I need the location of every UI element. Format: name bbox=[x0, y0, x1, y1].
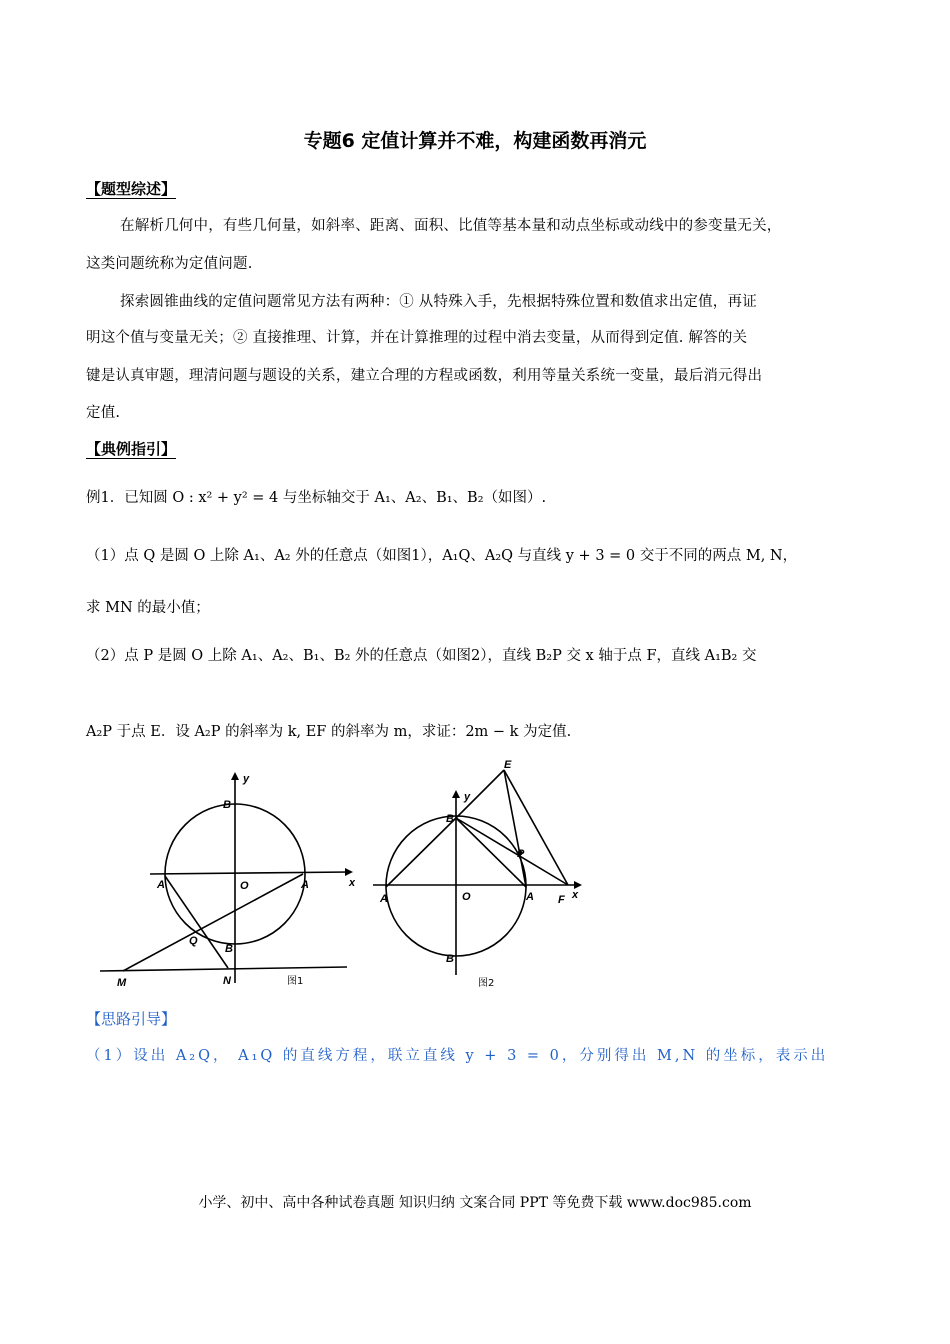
line-e-f bbox=[504, 770, 568, 885]
segment-m-a2 bbox=[123, 874, 303, 971]
label-a: A bbox=[380, 893, 388, 905]
label-x: x bbox=[572, 889, 579, 901]
label-o: O bbox=[240, 880, 249, 892]
question-1-line: 求 MN 的最小值； bbox=[86, 600, 210, 616]
label-b2: B bbox=[446, 813, 454, 825]
line-a-b bbox=[386, 818, 456, 887]
question-2-line: A₂P 于点 E．设 A₂P 的斜率为 k, EF 的斜率为 m，求证：2m − k 为定值. bbox=[86, 724, 572, 740]
page-title: 专题6 定值计算并不难，构建函数再消元 bbox=[303, 130, 647, 152]
paragraph-line: 在解析几何中，有些几何量，如斜率、距离、面积、比值等基本量和动点坐标或动线中的参变量无关， bbox=[120, 218, 782, 234]
label-b1: B bbox=[225, 943, 233, 955]
paragraph-line: 这类问题统称为定值问题. bbox=[86, 256, 253, 272]
label-b1: B bbox=[446, 953, 454, 965]
label-e: E bbox=[504, 759, 512, 771]
paragraph-line: 键是认真审题，理清问题与题设的关系，建立合理的方程或函数，利用等量关系统一变量，最后消元得出 bbox=[86, 368, 763, 384]
figure-2-caption: 图2 bbox=[478, 978, 495, 989]
label-f: F bbox=[558, 894, 565, 906]
section-heading-overview: 【题型综述】 bbox=[86, 180, 177, 198]
label-x: x bbox=[349, 877, 355, 889]
line-y-plus-3 bbox=[100, 967, 347, 971]
paragraph-line: 定值. bbox=[86, 405, 121, 421]
label-a1: A bbox=[526, 891, 534, 903]
label-y: y bbox=[464, 791, 471, 803]
question-2-line: （2）点 P 是圆 O 上除 A₁、A₂、B₁、B₂ 外的任意点（如图2），直线 B₂P 交 x 轴于点 F，直线 A₁B₂ 交 bbox=[86, 648, 757, 664]
paragraph-line: 探索圆锥曲线的定值问题常见方法有两种：① 从特殊入手，先根据特殊位置和数值求出定值，再证 bbox=[120, 294, 757, 310]
segment-a1-q bbox=[165, 876, 228, 968]
label-p: P bbox=[517, 848, 525, 860]
label-o: O bbox=[462, 891, 471, 903]
hint-line: （1）设出 A₂Q， A₁Q 的直线方程，联立直线 y + 3 = 0，分别得出 M,N 的坐标，表示出 bbox=[86, 1048, 829, 1064]
figure-2-diagram bbox=[368, 740, 593, 990]
label-b2: B bbox=[223, 799, 231, 811]
question-1-line: （1）点 Q 是圆 O 上除 A₁、A₂ 外的任意点（如图1），A₁Q、A₂Q 与直线 y + 3 = 0 交于不同的两点 M, N， bbox=[86, 548, 798, 564]
x-axis bbox=[150, 872, 350, 874]
figure-1-diagram bbox=[95, 768, 355, 993]
label-a2: A bbox=[301, 879, 309, 891]
section-heading-examples: 【典例指引】 bbox=[86, 440, 177, 458]
section-heading-hints: 【思路引导】 bbox=[86, 1010, 177, 1028]
label-y: y bbox=[243, 773, 250, 785]
label-m: M bbox=[117, 977, 127, 989]
page-footer: 小学、初中、高中各种试卷真题 知识归纳 文案合同 PPT 等免费下载 www.doc985.com bbox=[198, 1195, 752, 1211]
label-a1: A bbox=[157, 879, 165, 891]
example-statement: 例1．已知圆 O : x² + y² = 4 与坐标轴交于 A₁、A₂、B₁、B₂（如图）. bbox=[86, 490, 547, 506]
label-q: Q bbox=[189, 935, 198, 947]
paragraph-line: 明这个值与变量无关；② 直接推理、计算，并在计算推理的过程中消去变量，从而得到定值. 解答的关 bbox=[86, 330, 748, 346]
figure-1-caption: 图1 bbox=[287, 976, 304, 987]
line-b-f bbox=[456, 818, 568, 885]
label-n: N bbox=[223, 975, 231, 987]
